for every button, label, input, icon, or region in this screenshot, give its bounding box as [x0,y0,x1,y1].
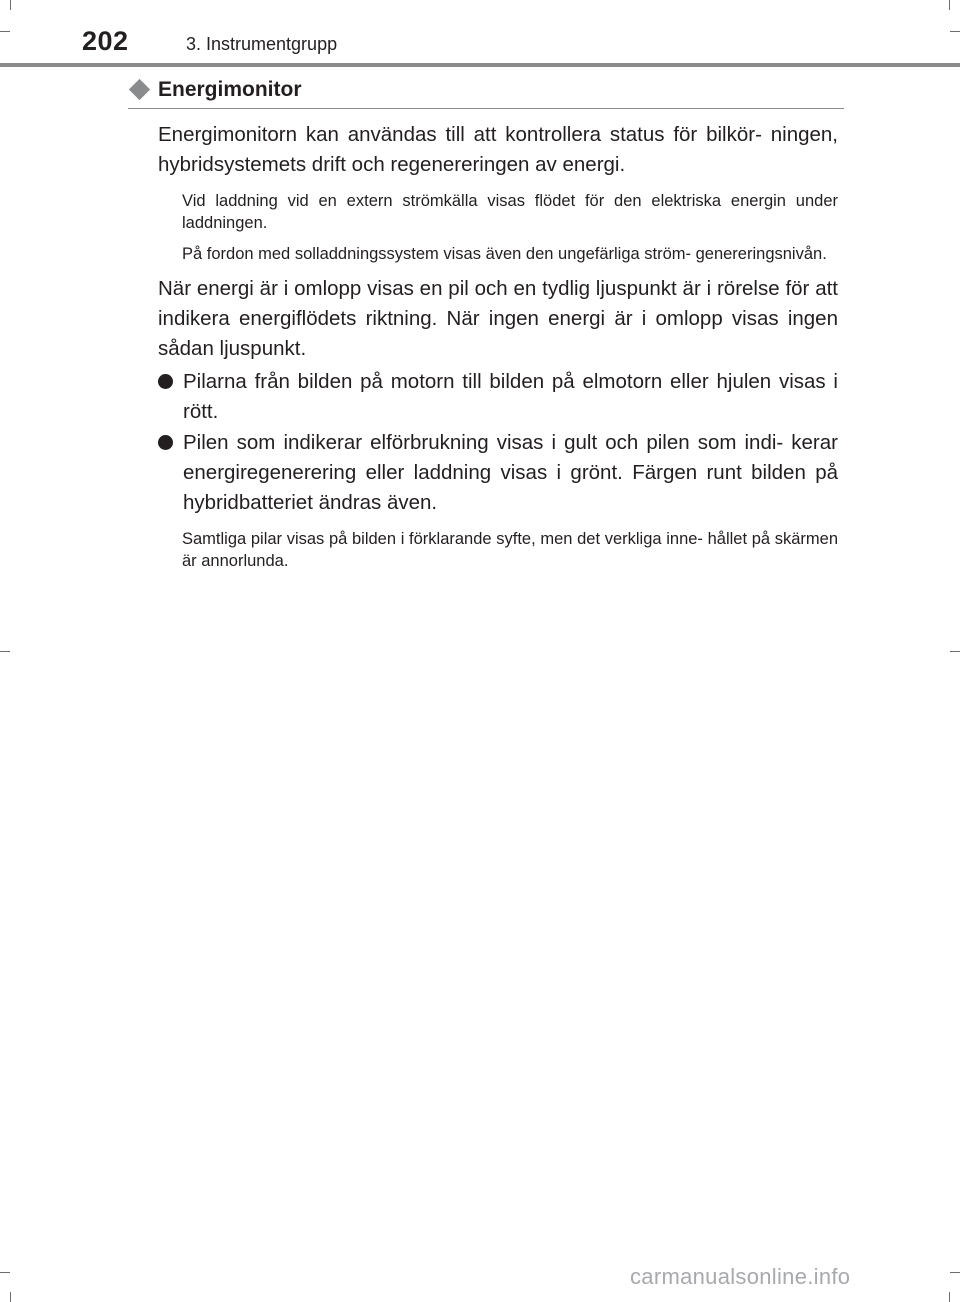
note-paragraph: Vid laddning vid en extern strömkälla visas flödet för den elektriska energin under laddningen. [182,192,838,232]
crop-mark [10,1292,11,1302]
bullet-item [158,367,838,427]
bullet-text: Pilen som indikerar elförbrukning visas i gult och pilen som indi- kerar energiregenerering eller laddning visas i grönt. Färgen runt bilden på hybridbatteriet ändras även. [183,431,838,514]
crop-mark [950,651,960,652]
bullet-icon [158,435,173,450]
crop-mark [0,651,10,652]
note-paragraph: Samtliga pilar visas på bilden i förklarande syfte, men det verkliga inne- hållet på skärmen är annorlunda. [182,530,838,570]
page-header [0,0,960,70]
section-heading [128,74,844,109]
chapter-title: 3. Instrumentgrupp [186,34,338,54]
header-divider [0,63,960,67]
crop-mark [950,1272,960,1273]
note-paragraph: På fordon med solladdningssystem visas även den ungefärliga ström- genereringsnivån. [182,245,827,263]
bullet-item [158,428,838,518]
crop-mark [0,1272,10,1273]
section-heading-row [128,74,844,109]
intro-paragraph: Energimonitorn kan användas till att kontrollera status för bilkör- ningen, hybridsystemets drift och regenereringen av energi. [158,123,838,176]
body-paragraph: När energi är i omlopp visas en pil och en tydlig ljuspunkt är i rörelse för att indikera energiflödets riktning. När ingen energi är i omlopp visas ingen sådan ljuspunkt. [158,277,838,360]
section-title: Energimonitor [158,78,302,101]
bullet-icon [158,374,173,389]
page-content [158,120,838,572]
diamond-icon [129,79,150,100]
watermark: carmanualsonline.info [630,1264,851,1289]
page-number: 202 [82,26,129,56]
bullet-text: Pilarna från bilden på motorn till bilden på elmotorn eller hjulen visas i rött. [183,370,838,423]
crop-mark [949,1292,950,1302]
